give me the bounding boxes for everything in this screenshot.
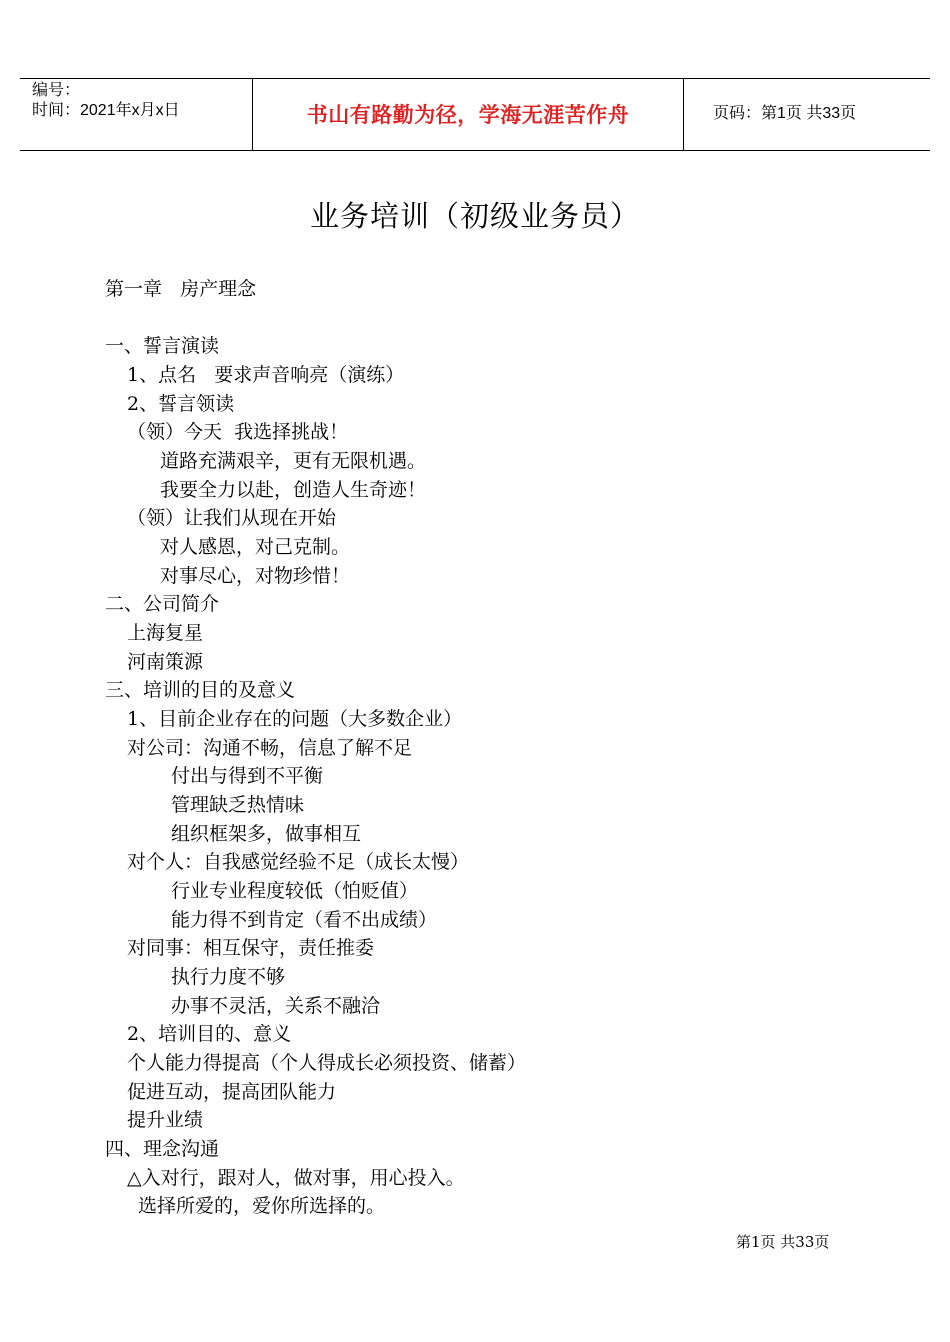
page-footer: 第1页 共33页 [736,1233,830,1251]
body-line: 提升业绩 [127,1109,204,1131]
body-line: 2、培训目的、意义 [127,1023,292,1045]
body-line: 能力得不到肯定（看不出成绩） [171,909,438,931]
document-title: 业务培训（初级业务员） [309,199,640,233]
section-heading: 三、培训的目的及意义 [105,679,296,701]
section-heading: 二、公司简介 [105,593,220,615]
header-page-info: 页码：第1页 共33页 [713,105,857,122]
page-header [20,78,930,151]
body-line: 2、誓言领读 [127,393,235,415]
body-line: 促进互动，提高团队能力 [127,1081,337,1103]
body-line: 对人感恩，对己克制。 [160,536,351,558]
body-line: 付出与得到不平衡 [171,765,324,787]
header-motto-cell [252,79,684,150]
body-line: 对同事：相互保守，责任推委 [127,937,375,959]
document-date: 时间：2021年x月x日 [32,102,180,119]
body-line: 对公司：沟通不畅，信息了解不足 [127,737,413,759]
body-line: 1、点名 要求声音响亮（演练） [127,364,405,386]
header-page-cell [683,79,930,150]
chapter-heading: 第一章 房产理念 [105,278,257,300]
body-line: （领）今天 我选择挑战！ [127,421,349,443]
body-line: 对事尽心，对物珍惜！ [160,565,351,587]
body-line: 对个人：自我感觉经验不足（成长太慢） [127,851,470,873]
body-line: 组织框架多，做事相互 [171,823,362,845]
body-line: （领）让我们从现在开始 [127,507,337,529]
body-line: 1、目前企业存在的问题（大多数企业） [127,708,463,730]
header-left-cell [20,79,252,150]
section-heading: 四、理念沟通 [105,1138,220,1160]
body-line: 管理缺乏热情味 [171,794,305,816]
body-line: 个人能力得提高（个人得成长必须投资、储蓄） [127,1052,527,1074]
body-line: 执行力度不够 [171,966,286,988]
body-line: 我要全力以赴，创造人生奇迹！ [160,479,427,501]
body-line: △入对行，跟对人，做对事，用心投入。 [127,1167,465,1189]
document-number-label: 编号： [32,82,81,99]
body-line: 上海复星 [127,622,204,644]
body-line: 道路充满艰辛，更有无限机遇。 [160,450,427,472]
body-line: 选择所爱的，爱你所选择的。 [138,1195,386,1217]
body-line: 办事不灵活，关系不融洽 [171,995,381,1017]
body-line: 行业专业程度较低（怕贬值） [171,880,419,902]
section-heading: 一、誓言演读 [105,335,220,357]
body-line: 河南策源 [127,651,204,673]
header-motto: 书山有路勤为径，学海无涯苦作舟 [306,103,630,127]
